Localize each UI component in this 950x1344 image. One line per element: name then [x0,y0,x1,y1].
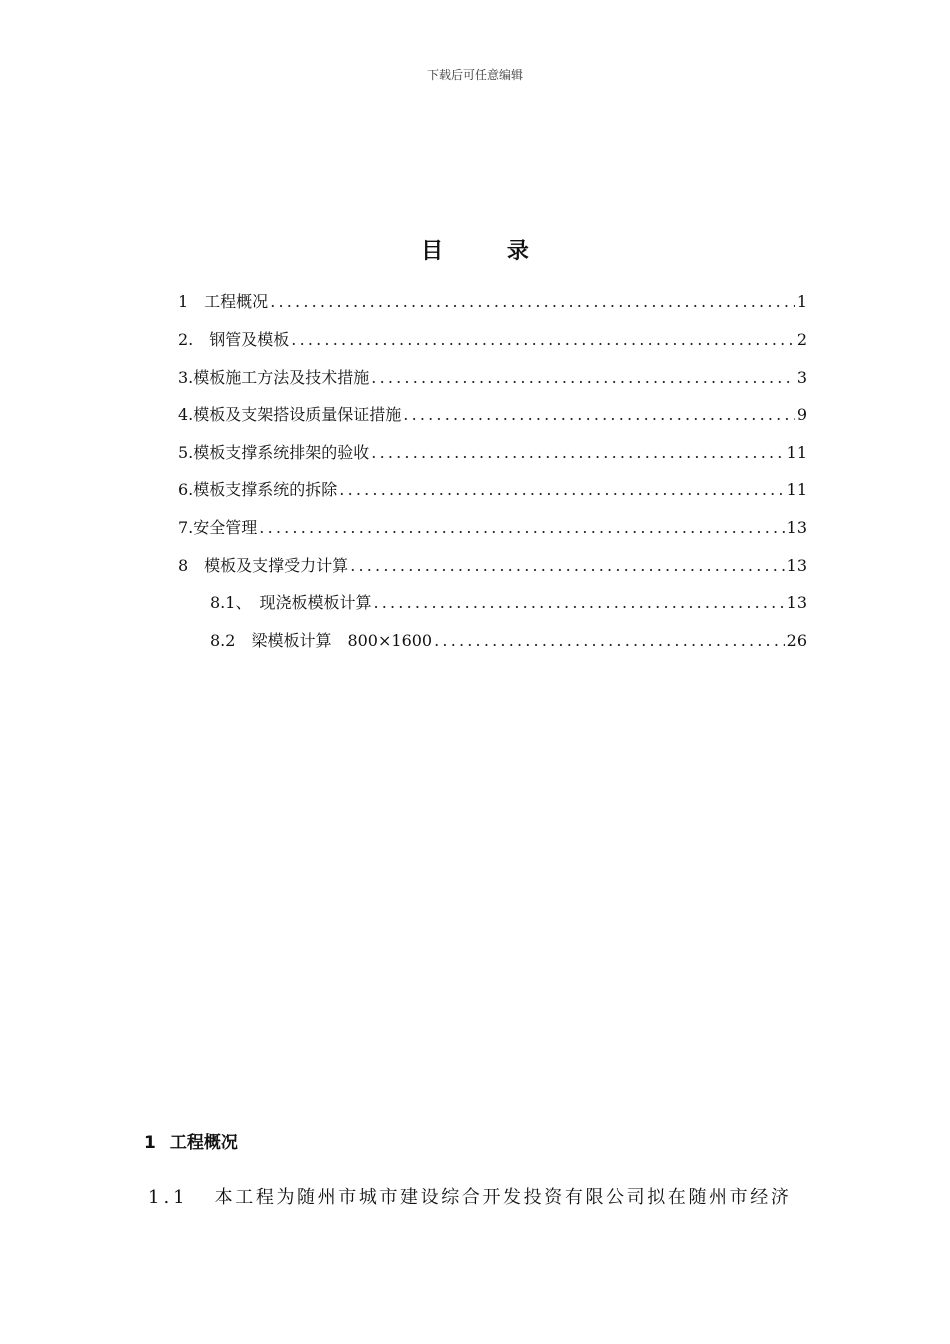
toc-entry-label: 5.模板支撑系统排架的验收 [178,443,370,462]
toc-entry-label: 6.模板支撑系统的拆除 [178,480,338,499]
toc-entry-page: 2 [796,330,807,349]
toc-leader-dots [371,439,784,467]
paragraph-number: 1.1 [148,1187,189,1208]
paragraph-text: 本工程为随州市城市建设综合开发投资有限公司拟在随州市经济 [214,1187,792,1208]
toc-entry[interactable] [178,514,807,542]
toc-entry-page: 3 [796,368,807,387]
toc-entry[interactable] [178,364,807,392]
toc-entry-page: 13 [786,518,807,537]
toc-entry-label: 8.1、 现浇板模板计算 [210,593,372,612]
toc-entry-label: 3.模板施工方法及技术措施 [178,368,370,387]
toc-entry-page: 13 [786,593,807,612]
toc-entry[interactable] [178,326,807,354]
section-number: 1 [144,1133,156,1153]
toc-leader-dots [350,552,784,580]
toc-entry-label: 8 模板及支撑受力计算 [178,556,349,575]
toc-entry[interactable] [178,476,807,504]
toc-entry-page: 1 [796,292,807,311]
toc-entry[interactable] [178,288,807,316]
toc-leader-dots [259,514,784,542]
toc-entry-label: 7.安全管理 [178,518,258,537]
toc-entry-page: 11 [786,443,807,462]
toc-leader-dots [373,589,784,617]
toc-entry[interactable] [210,589,807,617]
toc-entry[interactable] [178,552,807,580]
toc-entry[interactable] [178,439,807,467]
toc-entry-page: 26 [786,631,807,650]
toc-entry-page: 11 [786,480,807,499]
section-title: 工程概况 [169,1133,238,1153]
toc-entry[interactable] [210,627,807,655]
body-paragraph [148,1183,810,1209]
toc-leader-dots [434,627,785,655]
section-heading [144,1128,238,1153]
toc-entry-page: 13 [786,556,807,575]
toc-title: 目 录 [421,239,557,264]
toc-leader-dots [371,364,795,392]
toc-leader-dots [339,476,784,504]
toc-entry[interactable] [178,401,807,429]
toc-leader-dots [270,288,795,316]
toc-entry-label: 4.模板及支架搭设质量保证措施 [178,405,402,424]
toc-entry-label: 2. 钢管及模板 [178,330,290,349]
toc-entry-label: 1 工程概况 [178,292,269,311]
toc-leader-dots [403,401,795,429]
header-note: 下载后可任意编辑 [426,68,523,82]
toc-entry-label: 8.2 梁模板计算 800×1600 [210,631,433,650]
toc-entry-page: 9 [796,405,807,424]
toc-leader-dots [291,326,795,354]
